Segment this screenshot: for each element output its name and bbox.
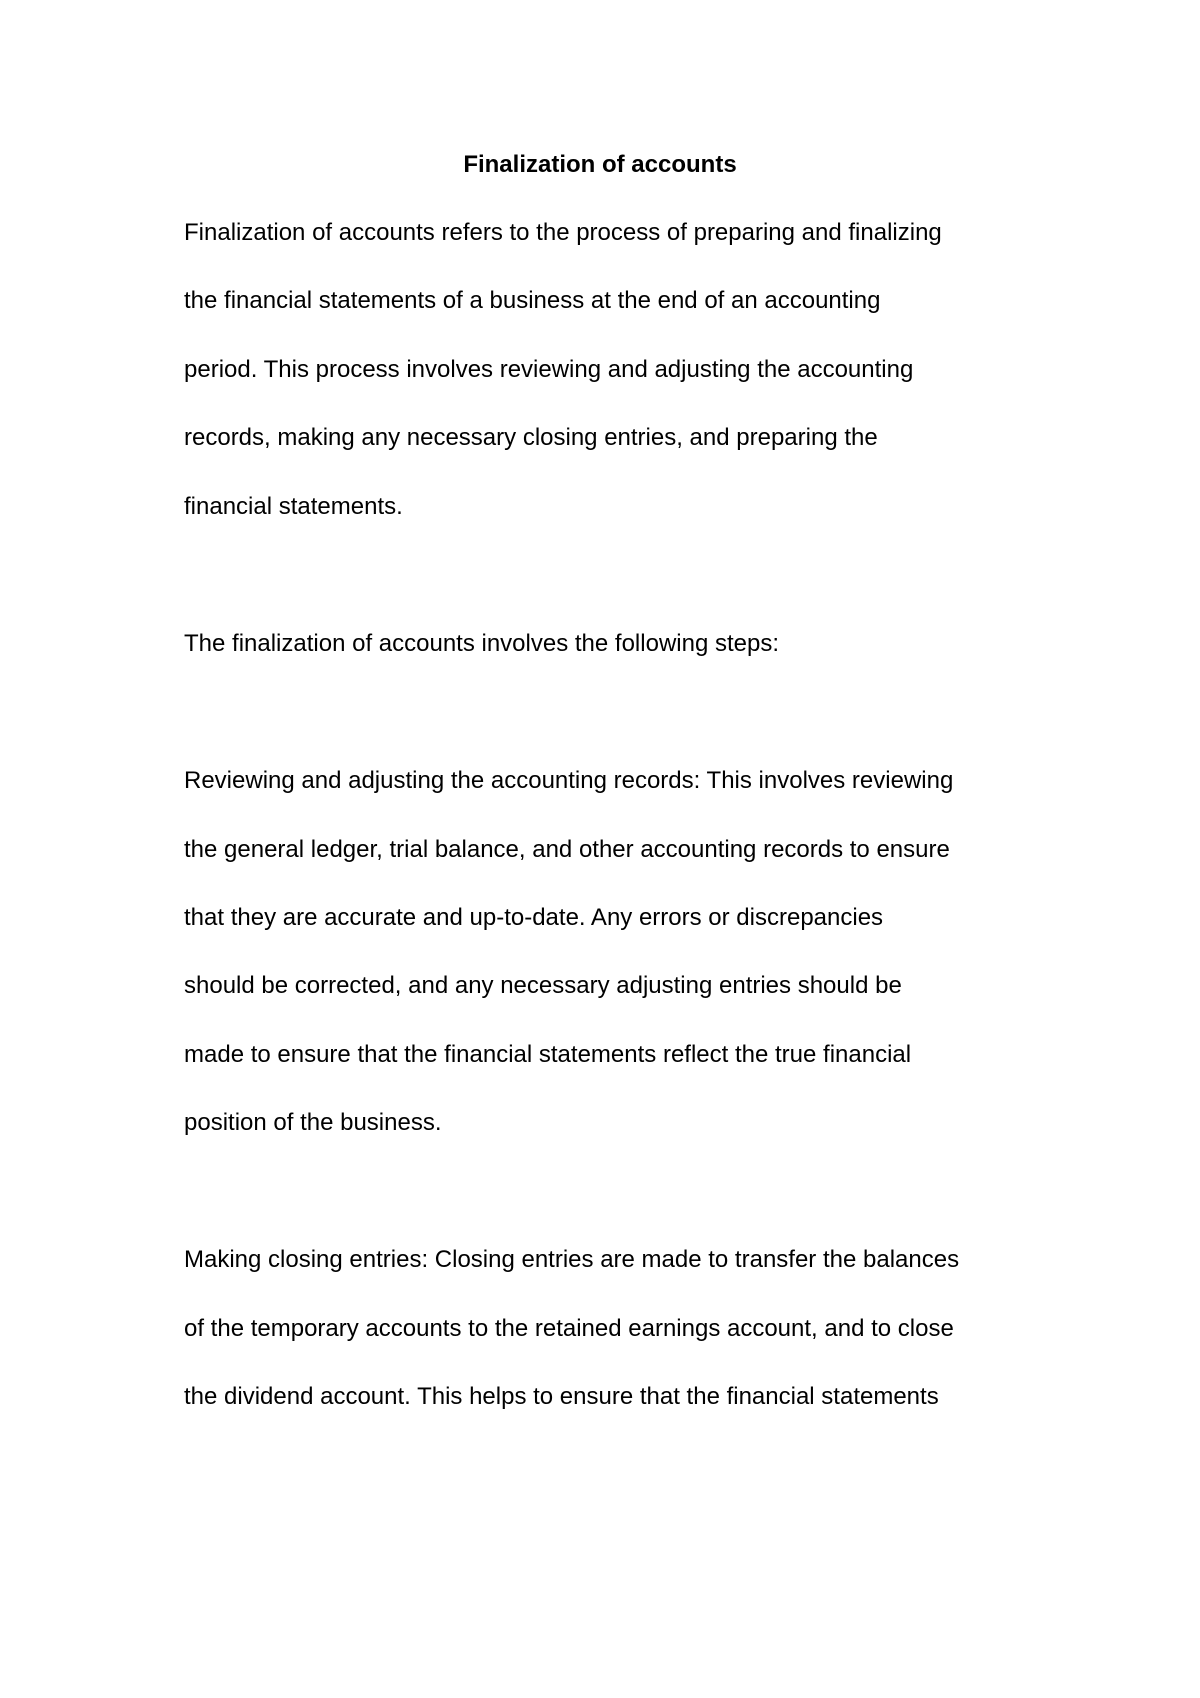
paragraph-3-line-4: should be corrected, and any necessary adjusting entries should be (184, 972, 902, 999)
paragraph-1-line-5: financial statements. (184, 493, 403, 520)
paragraph-3-line-2: the general ledger, trial balance, and other accounting records to ensure (184, 836, 950, 863)
paragraph-2-line-1: The finalization of accounts involves the following steps: (184, 630, 779, 657)
paragraph-4-line-1: Making closing entries: Closing entries are made to transfer the balances (184, 1246, 960, 1273)
paragraph-1-line-4: records, making any necessary closing entries, and preparing the (184, 424, 878, 451)
paragraph-4-line-3: the dividend account. This helps to ensure that the financial statements (184, 1383, 939, 1410)
paragraph-4-line-2: of the temporary accounts to the retained earnings account, and to close (184, 1315, 954, 1342)
paragraph-3-line-5: made to ensure that the financial statements reflect the true financial (184, 1041, 912, 1068)
paragraph-1-line-3: period. This process involves reviewing and adjusting the accounting (184, 356, 914, 383)
paragraph-3-line-3: that they are accurate and up-to-date. Any errors or discrepancies (184, 904, 884, 931)
document-title: Finalization of accounts (463, 151, 737, 178)
paragraph-3-line-1: Reviewing and adjusting the accounting records: This involves reviewing (184, 767, 954, 794)
paragraph-1-line-2: the financial statements of a business at the end of an accounting (184, 287, 881, 314)
paragraph-1-line-1: Finalization of accounts refers to the process of preparing and finalizing (184, 219, 942, 246)
paragraph-3-line-6: position of the business. (184, 1109, 442, 1136)
